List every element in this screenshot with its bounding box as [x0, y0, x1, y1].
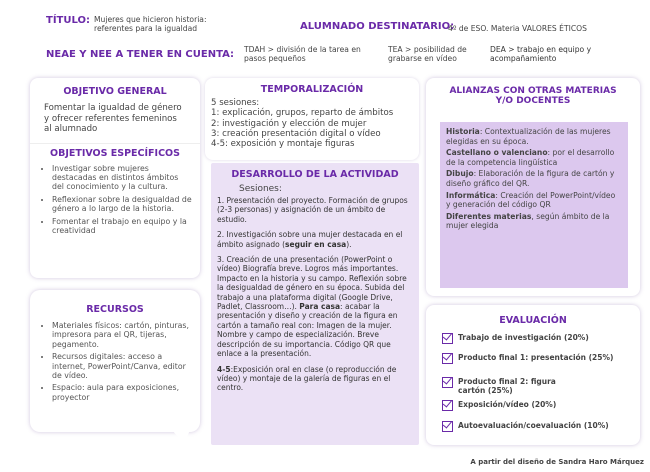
- evaluacion-title: EVALUACIÓN: [499, 315, 567, 326]
- eval-item: Exposición/vídeo (20%): [442, 400, 556, 411]
- temporalizacion-card: [205, 78, 419, 160]
- list-item: • Reflexionar sobre la desigualdad de género a lo largo de la historia.: [52, 195, 192, 214]
- list-item: • Espacio: aula para exposiciones, proyector: [52, 383, 192, 402]
- titulo-value: Mujeres que hicieron historia: referentes para la igualdad: [94, 15, 207, 33]
- recursos-card: [30, 290, 200, 432]
- alianzas-panel: [440, 122, 628, 288]
- alianzas-card: [426, 78, 640, 296]
- objetivos-especificos-list: [30, 164, 200, 236]
- temporalizacion-title: TEMPORALIZACIÓN: [260, 84, 364, 95]
- objetivos-especificos-title: OBJETIVOS ESPECÍFICOS: [30, 143, 200, 159]
- neae-dea: DEA > trabajo en equipo y acompañamiento: [490, 45, 592, 63]
- temp-line: 5 sesiones:: [211, 98, 260, 108]
- eval-item: Producto final 2: figura cartón (25%): [442, 377, 582, 395]
- session-1: 1. Presentación del proyecto. Formación de grupos (2-3 personas) y asignación de un ámbito de estudio.: [217, 196, 408, 224]
- list-item: Dibujo: Elaboración de la figura de cartón y diseño gráfico del QR.: [446, 169, 615, 188]
- objetivo-general-title: OBJETIVO GENERAL: [63, 86, 167, 97]
- eval-item: Autoevaluación/coevaluación (10%): [442, 421, 609, 432]
- checkbox-icon: [442, 353, 453, 364]
- footer-credit: A partir del diseño de Sandra Haro Márquez: [470, 458, 644, 466]
- actividad-subtitle: Sesiones:: [239, 184, 282, 194]
- alianzas-list: [440, 122, 628, 231]
- temporalizacion-text: [205, 95, 419, 149]
- temp-line: 3: creación presentación digital o vídeo: [211, 128, 381, 139]
- eval-item: Producto final 1: presentación (25%): [442, 353, 613, 364]
- recursos-list: [30, 321, 200, 402]
- titulo-label: TÍTULO:: [46, 15, 90, 26]
- list-item: Historia: Contextualización de las mujeres elegidas en su época.: [446, 127, 611, 146]
- list-item: • Fomentar el trabajo en equipo y la creatividad: [52, 217, 192, 236]
- eval-item: Trabajo de investigación (20%): [442, 333, 589, 344]
- list-item: • Materiales físicos: cartón, pinturas, impresora para el QR, tijeras, pegamento.: [52, 321, 192, 349]
- objetivos-card: [30, 78, 200, 278]
- checkbox-icon: [442, 421, 453, 432]
- list-item: • Recursos digitales: acceso a internet, PowerPoint/Canva, editor de vídeo.: [52, 352, 192, 380]
- temp-line: 1: explicación, grupos, reparto de ámbitos: [211, 108, 394, 119]
- alumnado-label: ALUMNADO DESTINATARIO:: [300, 21, 455, 32]
- list-item: • Investigar sobre mujeres destacadas en distintos ámbitos del conocimiento y la cultura.: [52, 164, 192, 192]
- list-item: Castellano o valenciano: por el desarrollo de la competencia lingüística: [446, 148, 615, 167]
- alumnado-value: 4º de ESO. Materia VALORES ÉTICOS: [448, 24, 587, 33]
- temp-line: 2: investigación y elección de mujer: [211, 118, 367, 129]
- list-item: Informática: Creación del PowerPoint/vídeo y generación del código QR: [446, 190, 616, 210]
- evaluacion-card: [426, 305, 640, 445]
- actividad-card: [205, 163, 419, 445]
- header: [30, 7, 646, 75]
- temp-line: 4-5: exposición y montaje figuras: [211, 139, 355, 150]
- neae-label: NEAE Y NEE A TENER EN CUENTA:: [46, 49, 235, 60]
- session-4-5: 4-5:Exposición oral en clase (o reproducción de vídeo) y montaje de la galería de figuras en el centro.: [217, 364, 397, 393]
- neae-tea: TEA > posibilidad de grabarse en vídeo: [388, 45, 467, 63]
- session-3: 3. Creación de una presentación (PowerPoint o vídeo) Biografía breve. Logros más importantes. Impacto en la historia y su campo. Reflexión sobre la desigualdad de género en su época. Subida del trabajo a una plataforma digital (Google Drive, Padlet, Classroom…). Para casa: acabar la presentación y diseño y creación de la figura en cartón a tamaño real con: Imagen de la mujer. Nombre y campo de especialización. Breve descripción de su importancia. Código QR que enlace a la presentación.: [217, 255, 407, 359]
- list-item: Diferentes materias, según ámbito de la mujer elegida: [446, 211, 610, 231]
- alianzas-title: ALIANZAS CON OTRAS MATERIAS Y/O DOCENTES: [449, 86, 617, 106]
- checkbox-icon: [442, 400, 453, 411]
- actividad-body: [211, 194, 419, 393]
- actividad-title: DESARROLLO DE LA ACTIVIDAD: [231, 169, 399, 180]
- checkbox-icon: [442, 377, 453, 388]
- checkbox-icon: [442, 333, 453, 344]
- session-2: 2. Investigación sobre una mujer destacada en el ámbito asignado (seguir en casa).: [217, 230, 403, 249]
- actividad-panel: [211, 163, 419, 445]
- neae-tdah: TDAH > división de la tarea en pasos pequeños: [244, 45, 361, 63]
- objetivo-general-text: Fomentar la igualdad de género y ofrecer referentes femeninos al alumnado: [44, 103, 182, 134]
- recursos-title: RECURSOS: [86, 304, 144, 315]
